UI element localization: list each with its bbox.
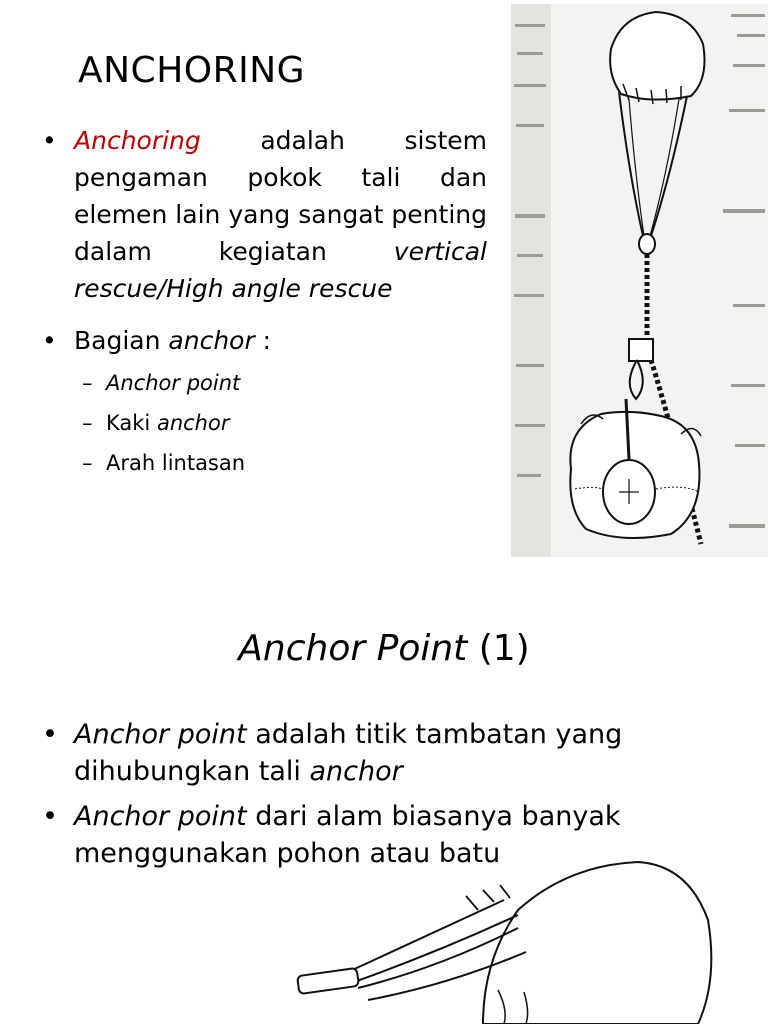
slide-anchor-point: [0, 576, 768, 1024]
anchor-system-illustration: [511, 4, 768, 557]
bullet-natural-anchor: • Anchor point dari alam biasanya banyak menggunakan pohon atau batu: [42, 798, 742, 872]
bullet-anchor-parts: • Bagian anchor :: [42, 322, 487, 359]
slide-title: ANCHORING: [78, 50, 306, 91]
sub-item-anchor-point: – Anchor point: [82, 371, 241, 395]
bullet-symbol: •: [42, 126, 57, 155]
bullet-symbol: •: [42, 326, 57, 355]
bullet-symbol: •: [42, 719, 58, 750]
anchoring-term: Anchoring: [74, 126, 201, 155]
slide-divider: [0, 560, 768, 576]
boulder-sling-illustration: [268, 860, 768, 1024]
sub-item-kaki-anchor: – Kaki anchor: [82, 411, 230, 435]
bullet-anchoring-definition: • Anchoring adalah sistem pengaman pokok tali dan elemen lain yang sangat penting dalam kegiatan vertical rescue/High angle rescue: [42, 122, 487, 307]
bullet-anchor-point-definition: • Anchor point adalah titik tambatan yang dihubungkan tali anchor: [42, 716, 742, 790]
bullet-symbol: •: [42, 801, 58, 832]
slide-title: Anchor Point (1): [238, 628, 530, 669]
sub-item-arah-lintasan: – Arah lintasan: [82, 451, 246, 475]
